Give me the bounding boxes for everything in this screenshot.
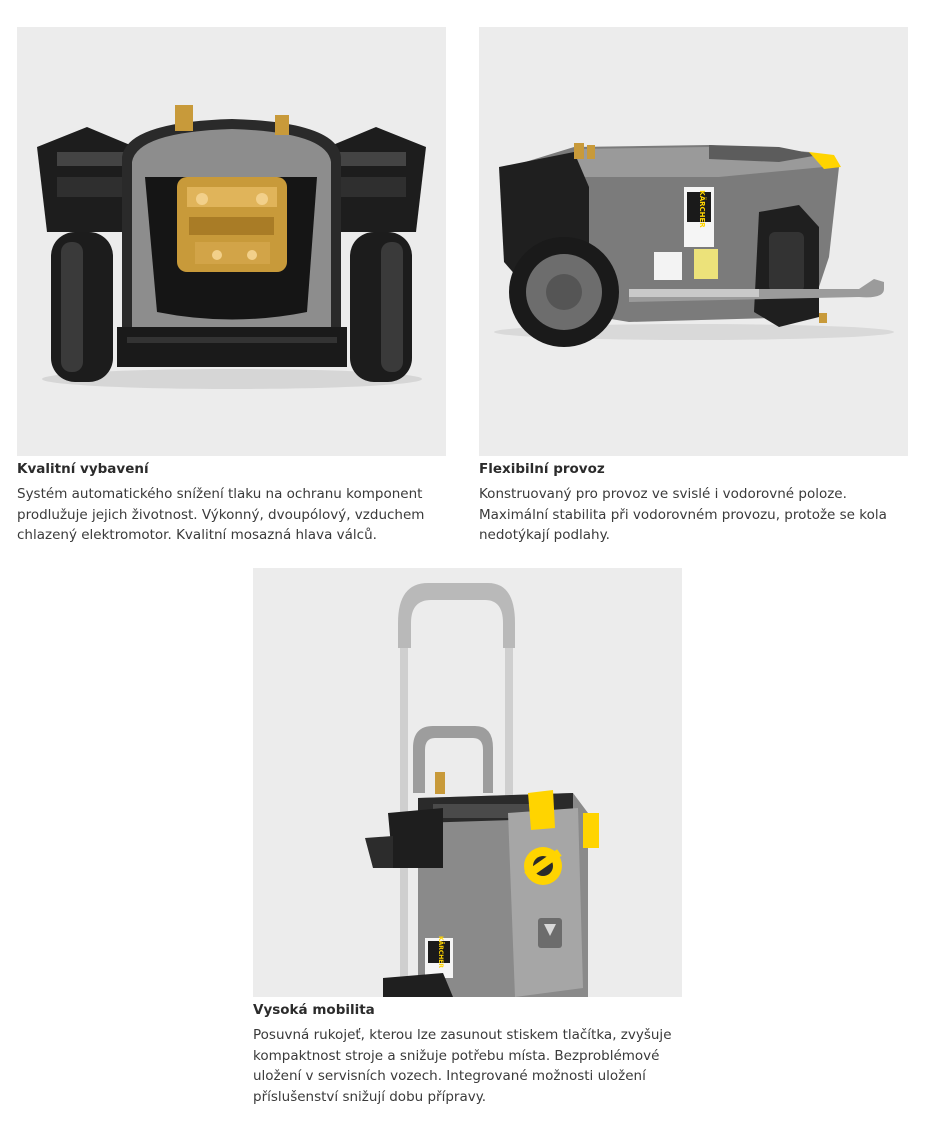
feature-description: Posuvná rukojeť, kterou lze zasunout stiskem tlačítka, zvyšuje kompaktnost stroje a snižuje potřebu místa. Bezproblémové uložení v servisních vozech. Integrované možnosti uložení příslušenství snižují dobu přípravy.	[253, 1027, 672, 1105]
feature-title: Vysoká mobilita	[253, 1002, 375, 1018]
brand-label: KÄRCHER	[698, 190, 706, 228]
product-image-horizontal	[479, 27, 908, 456]
pressure-washer-upright-illustration	[253, 568, 682, 997]
feature-description: Konstruovaný pro provoz ve svislé i vodorovné poloze. Maximální stabilita při vodorovném provozu, protože se kola nedotýkají podlahy.	[479, 486, 887, 543]
product-image-cutaway	[17, 27, 446, 456]
pressure-washer-cutaway-illustration	[17, 27, 446, 456]
pressure-washer-horizontal-illustration	[479, 27, 908, 456]
feature-card-quality	[17, 27, 446, 546]
feature-title: Kvalitní vybavení	[17, 461, 149, 477]
feature-card-flexibility	[479, 27, 908, 546]
feature-card-mobility	[253, 568, 682, 1107]
feature-title: Flexibilní provoz	[479, 461, 605, 477]
brand-label: KÄRCHER	[437, 935, 444, 969]
product-image-upright	[253, 568, 682, 997]
feature-description: Systém automatického snížení tlaku na ochranu komponent prodlužuje jejich životnost. Výkonný, dvoupólový, vzduchem chlazený elektromotor. Kvalitní mosazná hlava válců.	[17, 486, 425, 543]
